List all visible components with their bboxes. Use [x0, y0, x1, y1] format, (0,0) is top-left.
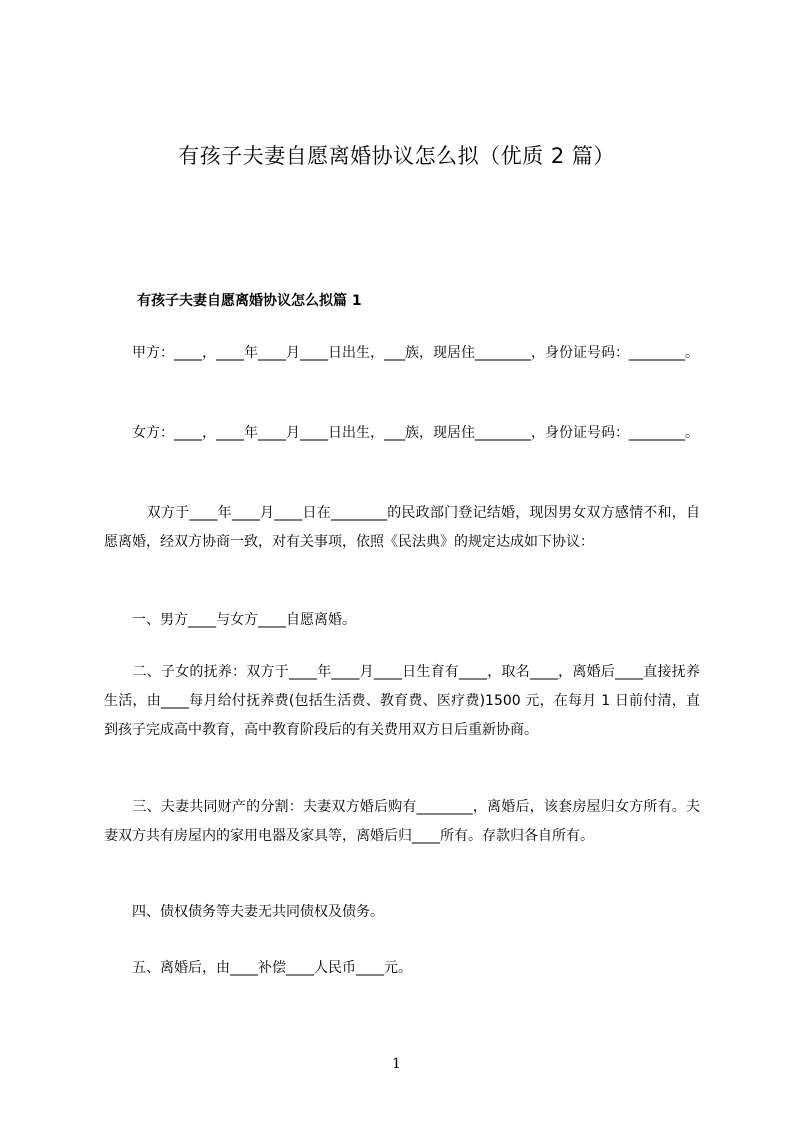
clause-5-paragraph: 五、离婚后，由____补偿____人民币____元。 [104, 960, 412, 976]
clause-2-paragraph: 二、子女的抚养：双方于____年____月____日生育有____，取名____，离婚后____直接抚养生活，由____每月给付抚养费(包括生活费、教育费、医疗费)1500 元，在每月 1 日前付清，直到孩子完成高中教育，高中教育阶段后的有关费用双方日后重新协商。 [104, 664, 700, 738]
page-number: 1 [392, 1056, 401, 1072]
document-title: 有孩子夫妻自愿离婚协议怎么拟（优质 2 篇） [178, 144, 615, 168]
clause-3-paragraph: 三、夫妻共同财产的分割：夫妻双方婚后购有________，离婚后，该套房屋归女方所有。夫妻双方共有房屋内的家用电器及家具等，离婚后归____所有。存款归各自所有。 [104, 799, 700, 844]
party-a-paragraph: 甲方：____，____年____月____日出生，___族，现居住________，身份证号码：________。 [104, 345, 699, 361]
clause-4-paragraph: 四、债权债务等夫妻无共同债权及债务。 [104, 904, 384, 920]
party-b-paragraph: 女方：____，____年____月____日出生，___族，现居住________，身份证号码：________。 [104, 425, 699, 441]
preamble-paragraph: 双方于____年____月____日在________的民政部门登记结婚，现因男女双方感情不和，自愿离婚，经双方协商一致，对有关事项，依照《民法典》的规定达成如下协议： [104, 505, 700, 550]
clause-1-paragraph: 一、男方____与女方____自愿离婚。 [104, 612, 356, 628]
section-heading: 有孩子夫妻自愿离婚协议怎么拟篇 1 [137, 293, 362, 309]
